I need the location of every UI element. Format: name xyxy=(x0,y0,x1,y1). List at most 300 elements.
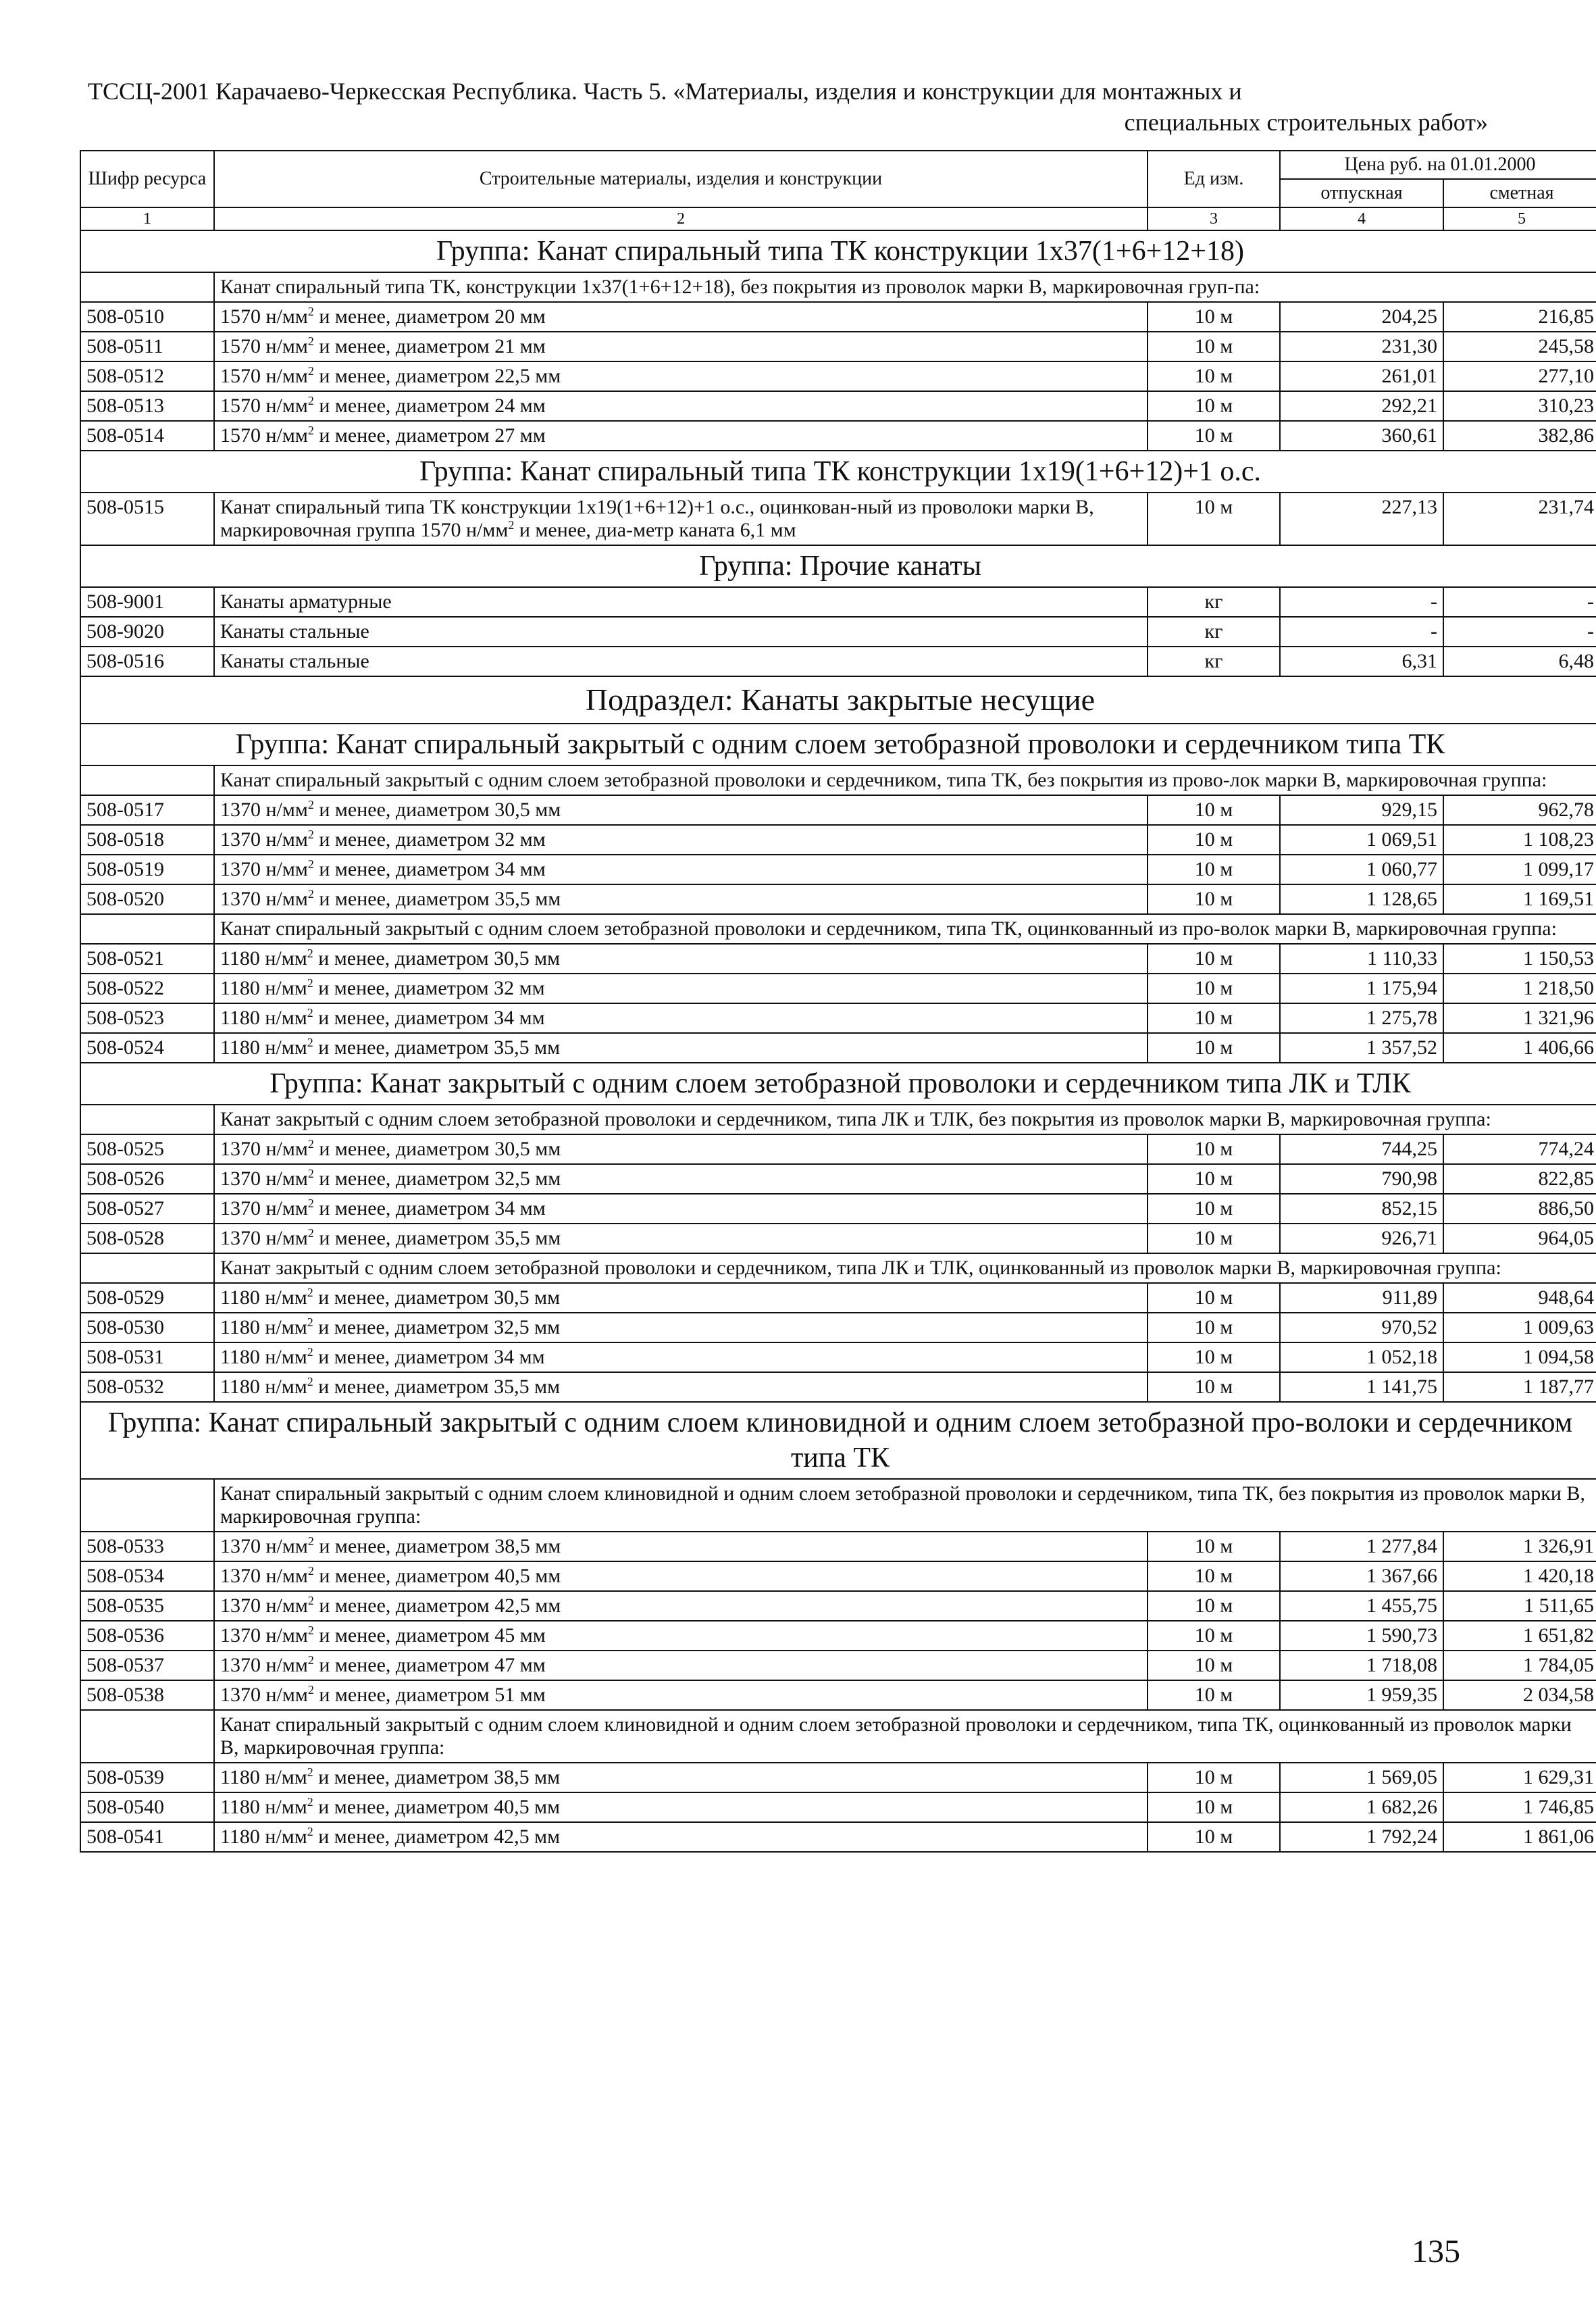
column-number: 1 xyxy=(80,207,214,230)
superscript-2: 2 xyxy=(307,1036,313,1049)
resource-description xyxy=(214,825,1148,855)
description-spacer xyxy=(80,1253,214,1283)
table-row xyxy=(80,1372,1596,1402)
resource-description xyxy=(214,302,1148,332)
strength-text: 1570 н/мм xyxy=(220,365,308,387)
diameter-text: и менее, диаметром 34 мм xyxy=(313,1007,545,1029)
release-price: 911,89 xyxy=(1280,1283,1443,1313)
table-row xyxy=(80,493,1596,545)
estimate-price: 1 099,17 xyxy=(1443,855,1596,884)
document-header-line-1: ТССЦ-2001 Карачаево-Черкесская Республика. Часть 5. «Материалы, изделия и конструкции для монтажных и xyxy=(88,78,1242,105)
strength-text: 1370 н/мм xyxy=(220,1197,308,1219)
release-price: 929,15 xyxy=(1280,795,1443,825)
column-header-release-price: отпускная xyxy=(1280,179,1443,207)
document-header-line-2: специальных строительных работ» xyxy=(1124,109,1488,136)
estimate-price: 948,64 xyxy=(1443,1283,1596,1313)
superscript-2: 2 xyxy=(307,1594,314,1607)
table-row xyxy=(80,855,1596,884)
superscript-2: 2 xyxy=(307,828,314,841)
superscript-2: 2 xyxy=(307,1315,313,1329)
unit-cell: 10 м xyxy=(1148,1134,1280,1164)
estimate-price: 2 034,58 xyxy=(1443,1680,1596,1710)
release-price: 1 455,75 xyxy=(1280,1591,1443,1621)
superscript-2: 2 xyxy=(307,1375,313,1388)
table-row xyxy=(80,1763,1596,1792)
resource-code: 508-0537 xyxy=(80,1651,214,1680)
description-text: Канат спиральный закрытый с одним слоем зетобразной проволоки и сердечником, типа ТК, оцинкованный из про-волок марки В, маркировочная группа: xyxy=(214,914,1596,944)
estimate-price: 1 218,50 xyxy=(1443,974,1596,1003)
resource-description xyxy=(214,1224,1148,1253)
diameter-text: и менее, диаметром 20 мм xyxy=(313,305,546,328)
release-price: 1 175,94 xyxy=(1280,974,1443,1003)
resource-code: 508-0524 xyxy=(80,1033,214,1063)
strength-text: 1370 н/мм xyxy=(220,1684,308,1706)
release-price: 1 069,51 xyxy=(1280,825,1443,855)
unit-cell: 10 м xyxy=(1148,1313,1280,1342)
resource-code: 508-0527 xyxy=(80,1194,214,1224)
unit-cell: 10 м xyxy=(1148,944,1280,974)
resource-code: 508-0532 xyxy=(80,1372,214,1402)
diameter-text: и менее, диаметром 38,5 мм xyxy=(313,1766,561,1788)
release-price: 360,61 xyxy=(1280,421,1443,451)
table-row xyxy=(80,1033,1596,1063)
resource-code: 508-0530 xyxy=(80,1313,214,1342)
strength-text: 1370 н/мм xyxy=(220,858,308,880)
estimate-price: 1 108,23 xyxy=(1443,825,1596,855)
unit-cell: 10 м xyxy=(1148,361,1280,391)
release-price: 1 367,66 xyxy=(1280,1561,1443,1591)
diameter-text: и менее, диаметром 22,5 мм xyxy=(313,365,561,387)
unit-cell: 10 м xyxy=(1148,1194,1280,1224)
resource-code: 508-0514 xyxy=(80,421,214,451)
superscript-2: 2 xyxy=(307,305,314,318)
release-price: 292,21 xyxy=(1280,391,1443,421)
superscript-2: 2 xyxy=(307,1765,313,1779)
strength-text: 1570 н/мм xyxy=(220,424,308,447)
column-number: 5 xyxy=(1443,207,1596,230)
superscript-2: 2 xyxy=(307,1624,314,1637)
resource-description xyxy=(214,1003,1148,1033)
description-row xyxy=(80,1710,1596,1763)
table-row xyxy=(80,1822,1596,1852)
unit-cell: 10 м xyxy=(1148,1822,1280,1852)
strength-text: 1370 н/мм xyxy=(220,1535,308,1557)
resource-code: 508-0516 xyxy=(80,647,214,676)
release-price: 926,71 xyxy=(1280,1224,1443,1253)
resource-description xyxy=(214,855,1148,884)
strength-text: 1570 н/мм xyxy=(220,395,308,417)
release-price: 204,25 xyxy=(1280,302,1443,332)
diameter-text: и менее, диаметром 32,5 мм xyxy=(313,1316,561,1338)
unit-cell: 10 м xyxy=(1148,493,1280,545)
column-number: 4 xyxy=(1280,207,1443,230)
table-row xyxy=(80,1164,1596,1194)
estimate-price: 310,23 xyxy=(1443,391,1596,421)
description-row xyxy=(80,1253,1596,1283)
estimate-price: 1 406,66 xyxy=(1443,1033,1596,1063)
superscript-2: 2 xyxy=(307,1795,313,1809)
strength-text: 1570 н/мм xyxy=(220,305,308,328)
estimate-price: 1 746,85 xyxy=(1443,1792,1596,1822)
resource-code: 508-0539 xyxy=(80,1763,214,1792)
resource-code: 508-0523 xyxy=(80,1003,214,1033)
strength-text: 1180 н/мм xyxy=(220,1346,307,1368)
table-row xyxy=(80,944,1596,974)
estimate-price: 231,74 xyxy=(1443,493,1596,545)
table-row xyxy=(80,974,1596,1003)
release-price: 1 792,24 xyxy=(1280,1822,1443,1852)
resource-description xyxy=(214,944,1148,974)
table-row xyxy=(80,1194,1596,1224)
resource-description xyxy=(214,1792,1148,1822)
strength-text: 1370 н/мм xyxy=(220,1227,308,1249)
table-row xyxy=(80,1621,1596,1651)
strength-text: 1180 н/мм xyxy=(220,1826,307,1848)
group-heading-row xyxy=(80,724,1596,765)
description-row xyxy=(80,272,1596,302)
resource-code: 508-9020 xyxy=(80,617,214,647)
resource-code: 508-0525 xyxy=(80,1134,214,1164)
estimate-price: 1 326,91 xyxy=(1443,1532,1596,1561)
unit-cell: 10 м xyxy=(1148,1792,1280,1822)
column-header-code: Шифр ресурса xyxy=(80,151,214,207)
release-price: - xyxy=(1280,617,1443,647)
release-price: 790,98 xyxy=(1280,1164,1443,1194)
unit-cell: 10 м xyxy=(1148,421,1280,451)
strength-text: 1370 н/мм xyxy=(220,799,308,821)
unit-cell: 10 м xyxy=(1148,974,1280,1003)
group-heading: Группа: Канат спиральный закрытый с одним слоем зетобразной проволоки и сердечником типа ТК xyxy=(80,724,1596,765)
estimate-price: 382,86 xyxy=(1443,421,1596,451)
table-row xyxy=(80,1680,1596,1710)
description-row xyxy=(80,765,1596,795)
estimate-price: 1 629,31 xyxy=(1443,1763,1596,1792)
table-row xyxy=(80,1134,1596,1164)
release-price: 1 128,65 xyxy=(1280,884,1443,914)
column-header-estimate-price: сметная xyxy=(1443,179,1596,207)
resource-description xyxy=(214,1164,1148,1194)
resource-description: Канаты стальные xyxy=(214,617,1148,647)
group-heading-row xyxy=(80,230,1596,272)
price-table xyxy=(80,150,1596,1853)
resource-code: 508-0526 xyxy=(80,1164,214,1194)
strength-text: 1370 н/мм xyxy=(220,1594,308,1617)
estimate-price: 1 321,96 xyxy=(1443,1003,1596,1033)
release-price: 1 052,18 xyxy=(1280,1342,1443,1372)
strength-text: 1180 н/мм xyxy=(220,1796,307,1818)
superscript-2: 2 xyxy=(307,887,314,901)
resource-description xyxy=(214,1591,1148,1621)
estimate-price: 822,85 xyxy=(1443,1164,1596,1194)
unit-cell: 10 м xyxy=(1148,332,1280,361)
estimate-price: - xyxy=(1443,587,1596,617)
resource-description xyxy=(214,1680,1148,1710)
estimate-price: 1 094,58 xyxy=(1443,1342,1596,1372)
superscript-2: 2 xyxy=(307,364,314,378)
diameter-text: и менее, диаметром 35,5 мм xyxy=(313,1227,561,1249)
table-row xyxy=(80,1003,1596,1033)
resource-code: 508-0529 xyxy=(80,1283,214,1313)
superscript-2: 2 xyxy=(307,976,313,990)
unit-cell: 10 м xyxy=(1148,1372,1280,1402)
estimate-price: 1 150,53 xyxy=(1443,944,1596,974)
strength-text: 1370 н/мм xyxy=(220,1138,308,1160)
subsection-heading: Подраздел: Канаты закрытые несущие xyxy=(80,676,1596,724)
strength-text: 1370 н/мм xyxy=(220,828,308,851)
estimate-price: - xyxy=(1443,617,1596,647)
superscript-2: 2 xyxy=(307,1137,314,1151)
group-heading-row xyxy=(80,1063,1596,1105)
description-spacer xyxy=(80,765,214,795)
description-row xyxy=(80,1479,1596,1532)
description-text: Канат спиральный закрытый с одним слоем зетобразной проволоки и сердечником, типа ТК, без покрытия из прово-лок марки В, маркировочная группа: xyxy=(214,765,1596,795)
estimate-price: 1 420,18 xyxy=(1443,1561,1596,1591)
diameter-text: и менее, диаметром 30,5 мм xyxy=(313,1138,561,1160)
estimate-price: 962,78 xyxy=(1443,795,1596,825)
superscript-2: 2 xyxy=(307,1197,314,1210)
column-header-unit: Ед изм. xyxy=(1148,151,1280,207)
description-spacer xyxy=(80,1105,214,1134)
release-price: 852,15 xyxy=(1280,1194,1443,1224)
resource-description xyxy=(214,1033,1148,1063)
superscript-2: 2 xyxy=(307,1226,314,1240)
column-number: 2 xyxy=(214,207,1148,230)
table-row xyxy=(80,1313,1596,1342)
release-price: 1 959,35 xyxy=(1280,1680,1443,1710)
estimate-price: 1 187,77 xyxy=(1443,1372,1596,1402)
release-price: 744,25 xyxy=(1280,1134,1443,1164)
unit-cell: 10 м xyxy=(1148,884,1280,914)
diameter-text: и менее, диаметром 47 мм xyxy=(313,1654,546,1676)
description-row xyxy=(80,914,1596,944)
description-part-2: и менее, диа-метр каната 6,1 мм xyxy=(514,519,796,541)
group-heading: Группа: Канат спиральный закрытый с одним слоем клиновидной и одним слоем зетобразной про-волоки и сердечником типа ТК xyxy=(80,1402,1596,1479)
description-spacer xyxy=(80,914,214,944)
estimate-price: 216,85 xyxy=(1443,302,1596,332)
superscript-2: 2 xyxy=(307,1006,313,1020)
description-spacer xyxy=(80,272,214,302)
estimate-price: 1 861,06 xyxy=(1443,1822,1596,1852)
description-text: Канат спиральный закрытый с одним слоем клиновидной и одним слоем зетобразной проволоки и сердечником, типа ТК, оцинкованный из проволок марки В, маркировочная группа: xyxy=(214,1710,1596,1763)
release-price: 970,52 xyxy=(1280,1313,1443,1342)
strength-text: 1370 н/мм xyxy=(220,888,308,910)
diameter-text: и менее, диаметром 32 мм xyxy=(313,977,545,999)
resource-code: 508-0513 xyxy=(80,391,214,421)
table-row xyxy=(80,1561,1596,1591)
estimate-price: 1 651,82 xyxy=(1443,1621,1596,1651)
group-heading: Группа: Канат закрытый с одним слоем зетобразной проволоки и сердечником типа ЛК и ТЛК xyxy=(80,1063,1596,1105)
table-row xyxy=(80,1283,1596,1313)
resource-description xyxy=(214,1822,1148,1852)
strength-text: 1370 н/мм xyxy=(220,1565,308,1587)
resource-code: 508-0534 xyxy=(80,1561,214,1591)
resource-description xyxy=(214,1763,1148,1792)
resource-code: 508-0535 xyxy=(80,1591,214,1621)
unit-cell: 10 м xyxy=(1148,391,1280,421)
table-row xyxy=(80,332,1596,361)
release-price: 1 275,78 xyxy=(1280,1003,1443,1033)
strength-text: 1180 н/мм xyxy=(220,1286,307,1309)
estimate-price: 964,05 xyxy=(1443,1224,1596,1253)
diameter-text: и менее, диаметром 35,5 мм xyxy=(313,1376,561,1398)
table-row xyxy=(80,1532,1596,1561)
release-price: 1 569,05 xyxy=(1280,1763,1443,1792)
diameter-text: и менее, диаметром 40,5 мм xyxy=(313,1796,561,1818)
release-price: 1 357,52 xyxy=(1280,1033,1443,1063)
resource-description xyxy=(214,974,1148,1003)
diameter-text: и менее, диаметром 42,5 мм xyxy=(313,1594,561,1617)
resource-description xyxy=(214,1342,1148,1372)
superscript-2: 2 xyxy=(307,857,314,871)
superscript-2: 2 xyxy=(307,1345,313,1359)
superscript-2: 2 xyxy=(508,518,515,532)
unit-cell: 10 м xyxy=(1148,1621,1280,1651)
resource-code: 508-0515 xyxy=(80,493,214,545)
column-header-name: Строительные материалы, изделия и конструкции xyxy=(214,151,1148,207)
superscript-2: 2 xyxy=(307,947,313,960)
diameter-text: и менее, диаметром 42,5 мм xyxy=(313,1826,561,1848)
unit-cell: 10 м xyxy=(1148,1651,1280,1680)
resource-code: 508-0510 xyxy=(80,302,214,332)
strength-text: 1180 н/мм xyxy=(220,1036,307,1059)
diameter-text: и менее, диаметром 40,5 мм xyxy=(313,1565,561,1587)
diameter-text: и менее, диаметром 34 мм xyxy=(313,1197,546,1219)
resource-code: 508-0520 xyxy=(80,884,214,914)
release-price: 1 277,84 xyxy=(1280,1532,1443,1561)
description-part-1: Канат спиральный типа ТК конструкции 1х19(1+6+12)+1 о.с., оцинкован-ный из проволоки марки В, маркировочная группа 1570 н/мм xyxy=(220,496,1094,541)
resource-description xyxy=(214,493,1148,545)
table-row xyxy=(80,1792,1596,1822)
table-row xyxy=(80,391,1596,421)
diameter-text: и менее, диаметром 32 мм xyxy=(313,828,546,851)
description-row xyxy=(80,1105,1596,1134)
resource-description xyxy=(214,884,1148,914)
strength-text: 1570 н/мм xyxy=(220,335,308,357)
unit-cell: 10 м xyxy=(1148,855,1280,884)
resource-code: 508-0541 xyxy=(80,1822,214,1852)
column-number: 3 xyxy=(1148,207,1280,230)
diameter-text: и менее, диаметром 45 мм xyxy=(313,1624,546,1646)
table-row xyxy=(80,421,1596,451)
unit-cell: кг xyxy=(1148,587,1280,617)
resource-code: 508-0519 xyxy=(80,855,214,884)
resource-code: 508-0518 xyxy=(80,825,214,855)
page-number: 135 xyxy=(1412,2234,1460,2269)
table-row xyxy=(80,302,1596,332)
diameter-text: и менее, диаметром 51 мм xyxy=(313,1684,546,1706)
resource-code: 508-0517 xyxy=(80,795,214,825)
description-text: Канат спиральный типа ТК, конструкции 1х37(1+6+12+18), без покрытия из проволок марки В, маркировочная груп-па: xyxy=(214,272,1596,302)
unit-cell: 10 м xyxy=(1148,1561,1280,1591)
resource-description xyxy=(214,421,1148,451)
resource-code: 508-0531 xyxy=(80,1342,214,1372)
superscript-2: 2 xyxy=(307,1167,314,1180)
strength-text: 1180 н/мм xyxy=(220,947,307,970)
estimate-price: 1 784,05 xyxy=(1443,1651,1596,1680)
release-price: 1 060,77 xyxy=(1280,855,1443,884)
group-heading: Группа: Канат спиральный типа ТК конструкции 1х19(1+6+12)+1 о.с. xyxy=(80,451,1596,493)
resource-description xyxy=(214,1372,1148,1402)
table-row xyxy=(80,361,1596,391)
resource-code: 508-0533 xyxy=(80,1532,214,1561)
table-header-row xyxy=(80,151,1596,179)
unit-cell: 10 м xyxy=(1148,795,1280,825)
unit-cell: 10 м xyxy=(1148,302,1280,332)
table-body xyxy=(80,230,1596,1852)
unit-cell: 10 м xyxy=(1148,1164,1280,1194)
release-price: 1 682,26 xyxy=(1280,1792,1443,1822)
column-number-row xyxy=(80,207,1596,230)
diameter-text: и менее, диаметром 32,5 мм xyxy=(313,1167,561,1190)
superscript-2: 2 xyxy=(307,1653,314,1667)
superscript-2: 2 xyxy=(307,1534,314,1548)
estimate-price: 245,58 xyxy=(1443,332,1596,361)
diameter-text: и менее, диаметром 30,5 мм xyxy=(313,1286,561,1309)
unit-cell: 10 м xyxy=(1148,1283,1280,1313)
diameter-text: и менее, диаметром 30,5 мм xyxy=(313,799,561,821)
release-price: 261,01 xyxy=(1280,361,1443,391)
release-price: 231,30 xyxy=(1280,332,1443,361)
diameter-text: и менее, диаметром 30,5 мм xyxy=(313,947,561,970)
subsection-heading-row xyxy=(80,676,1596,724)
strength-text: 1180 н/мм xyxy=(220,1316,307,1338)
strength-text: 1180 н/мм xyxy=(220,1376,307,1398)
resource-code: 508-0528 xyxy=(80,1224,214,1253)
description-spacer xyxy=(80,1710,214,1763)
superscript-2: 2 xyxy=(307,394,314,407)
resource-description xyxy=(214,1561,1148,1591)
superscript-2: 2 xyxy=(307,334,314,348)
unit-cell: 10 м xyxy=(1148,1033,1280,1063)
group-heading: Группа: Канат спиральный типа ТК конструкции 1х37(1+6+12+18) xyxy=(80,230,1596,272)
resource-description xyxy=(214,1651,1148,1680)
superscript-2: 2 xyxy=(307,1564,314,1578)
unit-cell: 10 м xyxy=(1148,1763,1280,1792)
resource-description xyxy=(214,1134,1148,1164)
unit-cell: кг xyxy=(1148,617,1280,647)
resource-code: 508-0512 xyxy=(80,361,214,391)
superscript-2: 2 xyxy=(307,798,314,811)
resource-code: 508-0540 xyxy=(80,1792,214,1822)
superscript-2: 2 xyxy=(307,1825,313,1838)
table-row xyxy=(80,1342,1596,1372)
estimate-price: 1 511,65 xyxy=(1443,1591,1596,1621)
table-row xyxy=(80,1651,1596,1680)
group-heading-row xyxy=(80,545,1596,587)
strength-text: 1370 н/мм xyxy=(220,1624,308,1646)
resource-description xyxy=(214,795,1148,825)
diameter-text: и менее, диаметром 34 мм xyxy=(313,1346,545,1368)
estimate-price: 774,24 xyxy=(1443,1134,1596,1164)
unit-cell: 10 м xyxy=(1148,1342,1280,1372)
resource-code: 508-0511 xyxy=(80,332,214,361)
diameter-text: и менее, диаметром 35,5 мм xyxy=(313,888,561,910)
diameter-text: и менее, диаметром 21 мм xyxy=(313,335,546,357)
resource-code: 508-0538 xyxy=(80,1680,214,1710)
table-row xyxy=(80,825,1596,855)
estimate-price: 277,10 xyxy=(1443,361,1596,391)
diameter-text: и менее, диаметром 34 мм xyxy=(313,858,546,880)
resource-description xyxy=(214,332,1148,361)
table-row xyxy=(80,647,1596,676)
resource-description xyxy=(214,1283,1148,1313)
strength-text: 1370 н/мм xyxy=(220,1167,308,1190)
table-row xyxy=(80,617,1596,647)
release-price: 1 718,08 xyxy=(1280,1651,1443,1680)
resource-code: 508-0521 xyxy=(80,944,214,974)
unit-cell: 10 м xyxy=(1148,1591,1280,1621)
table-row xyxy=(80,1591,1596,1621)
